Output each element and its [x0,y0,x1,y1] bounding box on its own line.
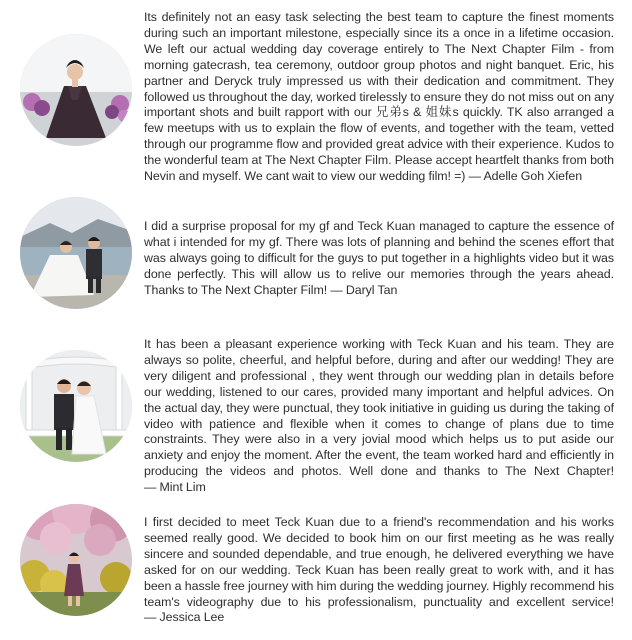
testimonial-quote [144,337,614,496]
blossom-garden-photo [20,504,132,616]
couple-gazebo-photo [20,350,132,462]
blossom-garden-photo-image [20,504,132,616]
bride-portrait-photo [20,34,132,146]
bride-portrait-photo-image [20,34,132,146]
testimonial-quote [144,515,614,626]
testimonial-author: — Daryl Tan [330,282,398,297]
couple-gazebo-photo-image [20,350,132,462]
couple-lakeside-photo-image [20,197,132,309]
testimonial-author: — Mint Lim [144,480,206,495]
testimonial-quote [144,10,614,185]
testimonial-text: Its definitely not an easy task selecting the best team to capture the finest moments during such an important milestone, especially since its a once in a lifetime occasion. We left our actual wedding day coverage entirely to The Next Chapter Film - from morning gatecrash, tea ceremony, outdoor group photos and night banquet. Eric, his partner and Deryck truly impressed us with their dedication and commitment. They followed us throughout the day, worked tirelessly to ensure they do not miss out on any important shots and built rapport with our 兄弟s & 姐妹s quickly. TK also arranged a few meetups with us to explain the flow of events, and together with the team, vetted through our programme flow and provided great advice with their experience. Kudos to the wonderful team at The Next Chapter Film. Please accept heartfelt thanks from both Nevin and myself. We cant wait to view our wedding film! =) [144,10,614,184]
testimonial-text: It has been a pleasant experience working with Teck Kuan and his team. They are always so polite, cheerful, and helpful before, during and after our wedding! They are very diligent and professional , they went through our wedding plan in details before our wedding, listened to our cares, provided many important and helpful advices. On the actual day, they were punctual, they took initiative in guiding us during the taking of video with patience and flexible when it comes to change of plans due to time constraints. They were also in a very jovial mood which helps us to put aside our anxiety and enjoy the moment. After the event, the team worked hard and efficiently in producing the videos and photos. Well done and thanks to The Next Chapter! [144,337,614,479]
couple-lakeside-photo [20,197,132,309]
testimonial-author: — Jessica Lee [144,610,225,625]
testimonial-text: I did a surprise proposal for my gf and Teck Kuan managed to capture the essence of what i intended for my gf. There was lots of planning and behind the scenes effort that was always going to difficult for the guys to put together in a highlights video but it was done perfectly. This will allow us to relive our memories through the years ahead. Thanks to The Next Chapter Film! [144,219,614,297]
testimonial-quote [144,219,614,299]
testimonial-text: I first decided to meet Teck Kuan due to a friend's recommendation and his works seemed really good. We decided to book him on our first meeting as he was really sincere and sounded dependable, and true enough, he delivered everything we have asked for on our wedding. Teck Kuan has been really great to work with, and it has been a hassle free journey with him during the wedding journey. Highly recommend his team's videography due to his professionalism, punctuality and excellent service! [144,515,614,609]
testimonial-author: — Adelle Goh Xiefen [468,169,583,184]
